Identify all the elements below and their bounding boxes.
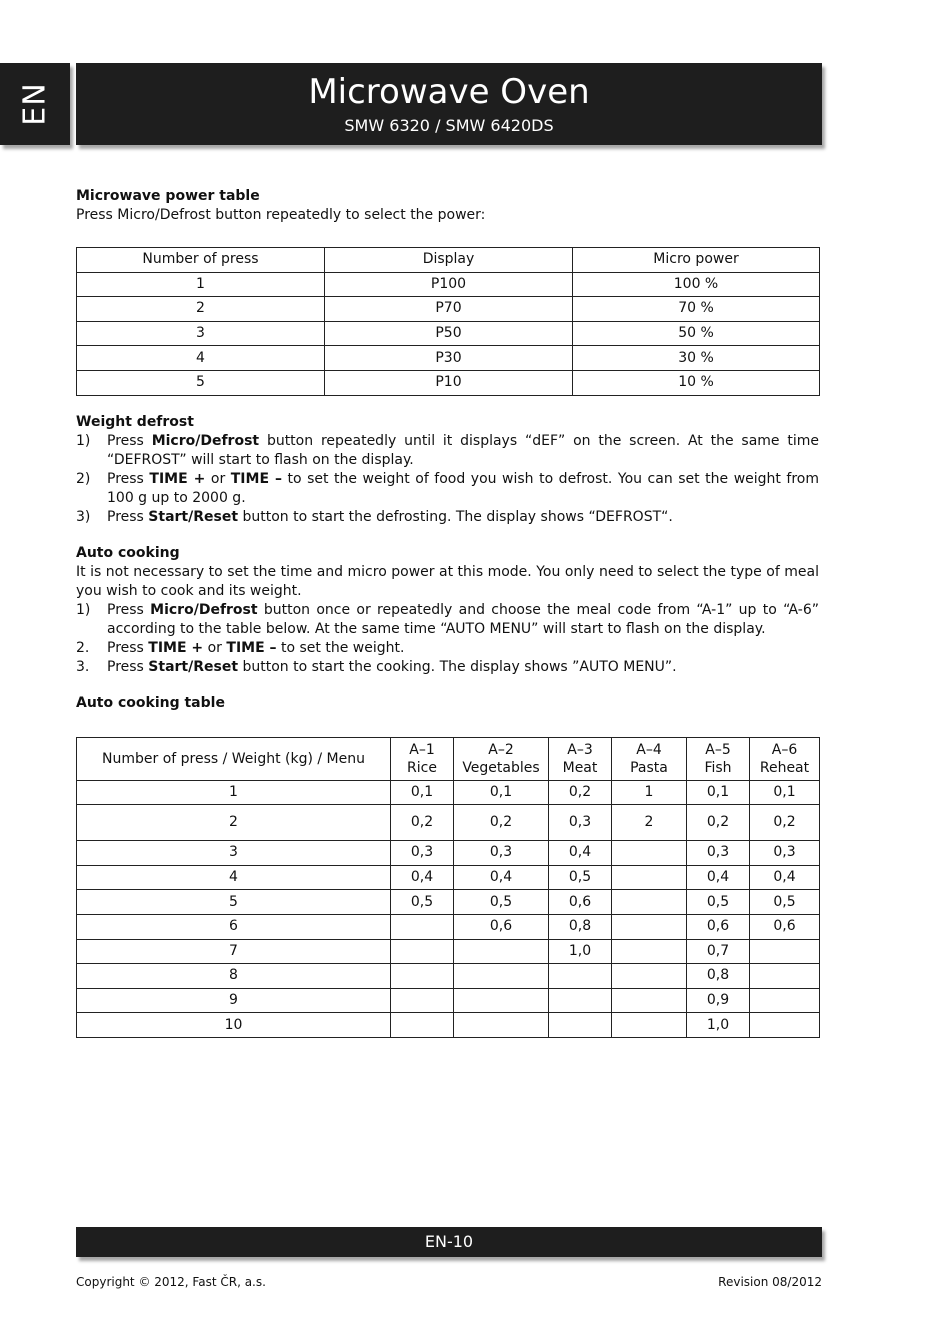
auto-cooking-steps xyxy=(76,601,819,677)
step-number: 3) xyxy=(76,508,91,525)
step-text xyxy=(107,639,819,658)
menu-column-header xyxy=(549,737,612,780)
table-cell: 4 xyxy=(77,865,391,890)
page-number-bar xyxy=(76,1227,822,1257)
table-cell xyxy=(391,939,454,964)
power-table xyxy=(76,247,820,396)
menu-code: A–1 xyxy=(409,741,435,758)
column-header: Number of press / Weight (kg) / Menu xyxy=(77,737,391,780)
table-cell: 0,1 xyxy=(750,780,820,805)
table-row xyxy=(77,805,820,841)
table-row xyxy=(77,321,820,346)
table-row xyxy=(77,272,820,297)
step-text-part: button to start the defrosting. The display shows “DEFROST“. xyxy=(238,508,673,525)
step-text-part: button repeatedly until it displays “dEF” on the screen. At the same time “DEFROST” will start to flash on the display. xyxy=(107,432,820,468)
table-cell xyxy=(454,939,549,964)
menu-code: A–5 xyxy=(705,741,731,758)
table-cell: 0,5 xyxy=(391,890,454,915)
menu-code: A–6 xyxy=(771,741,798,758)
menu-code: A–4 xyxy=(636,741,662,758)
weight-defrost-heading: Weight defrost xyxy=(76,413,194,430)
step-item xyxy=(76,639,819,658)
menu-code: A–2 xyxy=(488,741,514,758)
step-text xyxy=(107,508,819,527)
table-cell: 6 xyxy=(77,914,391,939)
step-text-part: button to start the cooking. The display shows ”AUTO MENU”. xyxy=(238,658,677,675)
table-cell: 2 xyxy=(77,297,325,322)
table-cell: 0,6 xyxy=(454,914,549,939)
menu-name: Fish xyxy=(704,759,732,776)
menu-column-header xyxy=(687,737,750,780)
menu-name: Pasta xyxy=(630,759,668,776)
step-emphasis: Micro/Defrost xyxy=(150,601,258,618)
table-cell: 8 xyxy=(77,964,391,989)
step-text-part: to set the weight. xyxy=(276,639,405,656)
step-emphasis: Micro/Defrost xyxy=(151,432,260,449)
page-header xyxy=(76,63,822,145)
table-row xyxy=(77,988,820,1013)
table-cell: P70 xyxy=(325,297,573,322)
table-cell xyxy=(454,988,549,1013)
table-cell: 0,5 xyxy=(750,890,820,915)
page-number: EN-10 xyxy=(424,1232,474,1251)
table-cell: 4 xyxy=(77,346,325,371)
step-item xyxy=(76,432,819,470)
table-cell: 5 xyxy=(77,890,391,915)
step-text-part: to set the weight of food you wish to defrost. You can set the weight from 100 g up to 2000 g. xyxy=(107,470,820,506)
table-cell: 2 xyxy=(77,805,391,841)
step-item xyxy=(76,601,819,639)
table-cell: 1 xyxy=(612,780,687,805)
table-cell xyxy=(549,1013,612,1038)
table-row xyxy=(77,890,820,915)
table-cell: 0,4 xyxy=(687,865,750,890)
table-cell xyxy=(612,890,687,915)
menu-name: Meat xyxy=(562,759,598,776)
table-cell xyxy=(750,988,820,1013)
table-row xyxy=(77,865,820,890)
table-cell: P30 xyxy=(325,346,573,371)
table-cell xyxy=(750,964,820,989)
step-text-part: Press xyxy=(107,432,152,449)
table-cell: 1 xyxy=(77,272,325,297)
step-text-part: button once or repeatedly and choose the meal code from “A-1” up to “A-6” according to the table below. At the same time “AUTO MENU” will start to flash on the display. xyxy=(107,601,820,637)
step-item xyxy=(76,658,819,677)
table-cell: 0,2 xyxy=(391,805,454,841)
table-cell: 9 xyxy=(77,988,391,1013)
table-cell: 1 xyxy=(77,780,391,805)
step-item xyxy=(76,470,819,508)
column-header: Number of press xyxy=(77,248,325,273)
table-cell: 2 xyxy=(612,805,687,841)
table-cell: 0,1 xyxy=(687,780,750,805)
step-text xyxy=(107,658,819,677)
step-text xyxy=(107,470,819,508)
step-text-part: Press xyxy=(107,470,150,487)
table-cell: 3 xyxy=(77,321,325,346)
step-emphasis: TIME – xyxy=(230,470,282,487)
model-number: SMW 6320 / SMW 6420DS xyxy=(344,116,554,135)
step-text-part: Press xyxy=(107,508,149,525)
table-cell xyxy=(549,964,612,989)
step-emphasis: TIME – xyxy=(226,639,277,656)
revision: Revision 08/2012 xyxy=(718,1275,822,1289)
table-cell xyxy=(391,988,454,1013)
table-cell: 70 % xyxy=(573,297,820,322)
step-text-part: Press xyxy=(107,639,149,656)
step-number: 2. xyxy=(76,639,90,656)
table-row xyxy=(77,964,820,989)
table-cell xyxy=(612,865,687,890)
step-text-part: Press xyxy=(107,658,149,675)
auto-table-header-row xyxy=(77,737,820,780)
menu-column-header xyxy=(454,737,549,780)
table-cell xyxy=(454,1013,549,1038)
table-cell xyxy=(612,1013,687,1038)
table-cell: 10 % xyxy=(573,370,820,395)
table-cell: 50 % xyxy=(573,321,820,346)
table-cell: 0,1 xyxy=(391,780,454,805)
table-cell: 0,8 xyxy=(549,914,612,939)
copyright: Copyright © 2012, Fast ČR, a.s. xyxy=(76,1275,266,1289)
step-item xyxy=(76,508,819,527)
language-tab xyxy=(0,63,70,145)
step-text xyxy=(107,432,819,470)
menu-column-header xyxy=(750,737,820,780)
table-cell: 7 xyxy=(77,939,391,964)
table-cell xyxy=(612,841,687,866)
table-cell: 0,5 xyxy=(687,890,750,915)
table-cell xyxy=(612,964,687,989)
table-cell: 0,4 xyxy=(391,865,454,890)
table-cell: 0,3 xyxy=(687,841,750,866)
table-row xyxy=(77,346,820,371)
table-cell: 0,2 xyxy=(750,805,820,841)
table-cell xyxy=(454,964,549,989)
table-cell: 0,3 xyxy=(391,841,454,866)
menu-name: Rice xyxy=(407,759,437,776)
table-cell: 0,5 xyxy=(549,865,612,890)
table-row xyxy=(77,297,820,322)
language-label: EN xyxy=(17,82,53,126)
table-row xyxy=(77,939,820,964)
step-emphasis: Start/Reset xyxy=(148,508,239,525)
step-emphasis: Start/Reset xyxy=(148,658,239,675)
menu-name: Vegetables xyxy=(462,759,540,776)
table-row xyxy=(77,370,820,395)
table-cell: 0,4 xyxy=(750,865,820,890)
table-cell: 10 xyxy=(77,1013,391,1038)
table-cell xyxy=(391,964,454,989)
table-cell: 1,0 xyxy=(687,1013,750,1038)
table-cell xyxy=(391,914,454,939)
table-cell: 0,3 xyxy=(549,805,612,841)
table-cell: 0,9 xyxy=(687,988,750,1013)
page-title: Microwave Oven xyxy=(308,72,590,112)
step-emphasis: TIME + xyxy=(148,639,204,656)
table-row xyxy=(77,1013,820,1038)
table-cell: 0,3 xyxy=(454,841,549,866)
table-cell xyxy=(391,1013,454,1038)
table-cell: P50 xyxy=(325,321,573,346)
table-cell xyxy=(549,988,612,1013)
step-number: 1) xyxy=(76,601,91,618)
table-cell: 0,3 xyxy=(750,841,820,866)
table-row xyxy=(77,841,820,866)
menu-code: A–3 xyxy=(567,741,593,758)
table-cell: 0,2 xyxy=(454,805,549,841)
table-cell: 1,0 xyxy=(549,939,612,964)
table-cell: 0,4 xyxy=(454,865,549,890)
table-cell: 0,6 xyxy=(750,914,820,939)
menu-column-header xyxy=(612,737,687,780)
auto-cooking-heading: Auto cooking xyxy=(76,544,180,561)
power-table-heading: Microwave power table xyxy=(76,188,260,204)
table-cell: 30 % xyxy=(573,346,820,371)
weight-defrost-steps xyxy=(76,432,819,527)
step-number: 1) xyxy=(76,432,91,449)
step-text-part: Press xyxy=(107,601,151,618)
step-text-part: or xyxy=(203,639,227,656)
table-cell xyxy=(612,988,687,1013)
table-cell: 0,8 xyxy=(687,964,750,989)
auto-cooking-intro: It is not necessary to set the time and micro power at this mode. You only need to select the type of meal you wish to cook and its weight. xyxy=(76,563,819,599)
table-cell: 0,5 xyxy=(454,890,549,915)
power-table-intro: Press Micro/Defrost button repeatedly to select the power: xyxy=(76,207,486,223)
table-cell: 0,6 xyxy=(549,890,612,915)
menu-column-header xyxy=(391,737,454,780)
step-number: 2) xyxy=(76,470,91,487)
step-text xyxy=(107,601,819,639)
table-cell: P100 xyxy=(325,272,573,297)
power-table-header-row xyxy=(77,248,820,273)
menu-name: Reheat xyxy=(759,759,810,776)
table-cell: 0,2 xyxy=(549,780,612,805)
column-header: Display xyxy=(325,248,573,273)
page-content xyxy=(76,187,819,1038)
table-cell: 0,2 xyxy=(687,805,750,841)
table-cell: 0,6 xyxy=(687,914,750,939)
table-row xyxy=(77,914,820,939)
auto-table-heading: Auto cooking table xyxy=(76,694,225,711)
table-cell: 3 xyxy=(77,841,391,866)
table-cell: 0,1 xyxy=(454,780,549,805)
table-cell: 0,7 xyxy=(687,939,750,964)
table-cell: P10 xyxy=(325,370,573,395)
auto-cooking-table xyxy=(76,737,820,1038)
table-cell: 0,4 xyxy=(549,841,612,866)
table-cell xyxy=(750,1013,820,1038)
step-emphasis: TIME + xyxy=(149,470,206,487)
step-number: 3. xyxy=(76,658,90,675)
table-cell: 100 % xyxy=(573,272,820,297)
table-row xyxy=(77,780,820,805)
table-cell xyxy=(612,914,687,939)
table-cell xyxy=(750,939,820,964)
table-cell: 5 xyxy=(77,370,325,395)
column-header: Micro power xyxy=(573,248,820,273)
step-text-part: or xyxy=(205,470,231,487)
table-cell xyxy=(612,939,687,964)
